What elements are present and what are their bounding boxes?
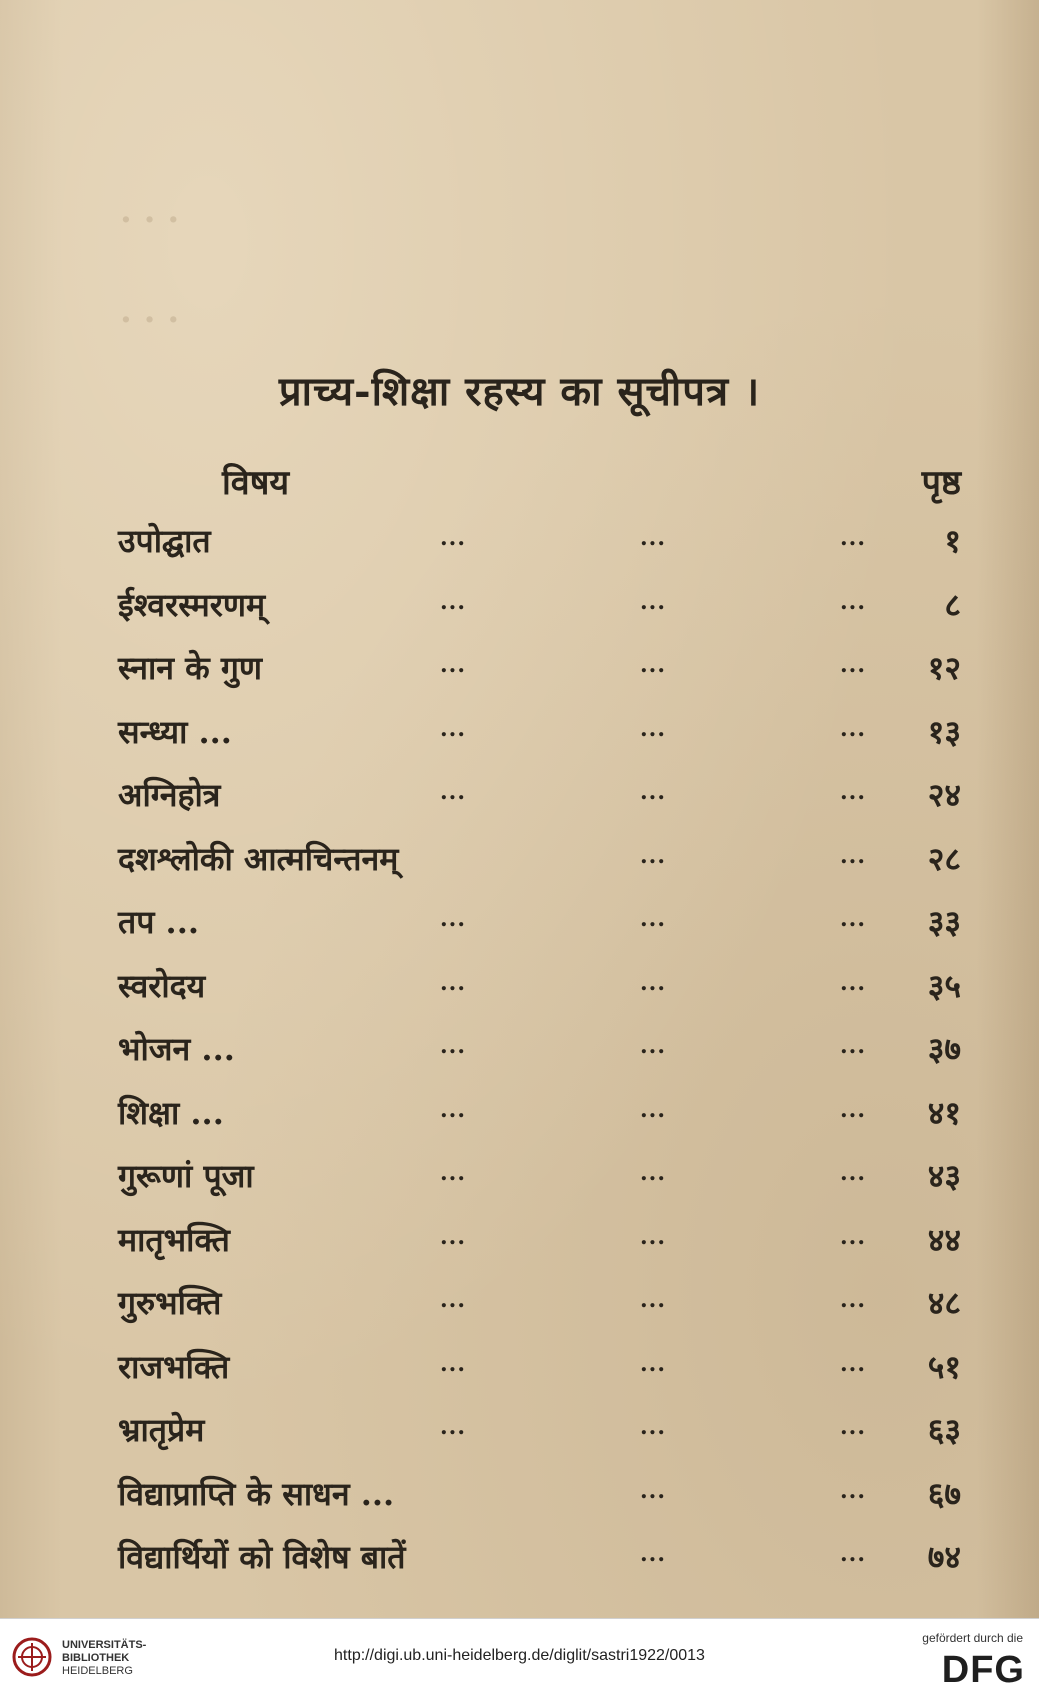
toc-entry <box>0 833 1039 897</box>
toc-subject: स्नान के गुण <box>118 649 263 687</box>
toc-subject: सन्ध्या ... <box>118 712 232 751</box>
leader-dots: ... <box>640 1096 666 1123</box>
leader-dots: ... <box>840 906 866 932</box>
viewer-footer <box>0 1618 1039 1695</box>
toc-subject: मातृभक्ति <box>118 1220 230 1259</box>
permalink-url[interactable]: http://digi.ub.uni-heidelberg.de/diglit/sastri1922/0013 <box>334 1647 705 1664</box>
toc-subject: तप ... <box>118 903 199 941</box>
toc-entry <box>0 1404 1039 1468</box>
toc-entry <box>0 1531 1039 1595</box>
leader-dots: ... <box>440 906 466 932</box>
toc-entry <box>0 642 1039 706</box>
leader-dots: ... <box>440 588 466 615</box>
leader-dots: ... <box>440 1414 466 1440</box>
toc-entry <box>0 1150 1039 1214</box>
toc-page-number: ४४ <box>927 1220 961 1259</box>
leader-dots: ... <box>640 525 666 551</box>
leader-dots: ... <box>440 1223 466 1250</box>
leader-dots: ... <box>440 1287 466 1313</box>
toc-page-number: ६३ <box>927 1411 961 1449</box>
leader-dots: ... <box>640 1477 666 1504</box>
leader-dots: ... <box>440 1096 466 1123</box>
leader-dots: ... <box>840 1160 866 1186</box>
toc-page-number: ३७ <box>927 1030 961 1068</box>
toc-subject: उपोद्घात <box>118 522 211 560</box>
toc-entry <box>0 896 1039 960</box>
toc-page-number: ३५ <box>927 966 961 1005</box>
leader-dots: ... <box>840 969 866 996</box>
institution-line: UNIVERSITÄTS- <box>62 1639 147 1651</box>
leader-dots: ... <box>640 969 666 996</box>
leader-dots: ... <box>640 715 666 742</box>
leader-dots: ... <box>640 779 666 805</box>
toc-page-number: ४१ <box>927 1093 961 1132</box>
leader-dots: ... <box>640 906 666 932</box>
leader-dots: ... <box>640 1033 666 1059</box>
toc-entry <box>0 769 1039 833</box>
leader-dots: ... <box>640 1223 666 1250</box>
leader-dots: ... <box>640 652 666 678</box>
leader-dots: ... <box>840 779 866 805</box>
page-title: प्राच्य-शिक्षा रहस्य का सूचीपत्र । <box>278 368 761 415</box>
toc-entry <box>0 1087 1039 1151</box>
toc-page-number: ४३ <box>927 1157 961 1195</box>
leader-dots: ... <box>640 1414 666 1440</box>
toc-page-number: १३ <box>927 712 961 751</box>
leader-dots: ... <box>840 1414 866 1440</box>
leader-dots: ... <box>840 1541 866 1567</box>
leader-dots: ... <box>840 652 866 678</box>
toc-entry <box>0 706 1039 770</box>
toc-page-number: १ <box>944 522 961 560</box>
leader-dots: ... <box>840 588 866 615</box>
leader-dots: ... <box>840 1223 866 1250</box>
leader-dots: ... <box>440 525 466 551</box>
toc-page-number: २८ <box>927 839 961 878</box>
leader-dots: ... <box>640 842 666 869</box>
toc-subject: अग्निहोत्र <box>118 776 221 814</box>
toc-page-number: ४८ <box>927 1284 961 1322</box>
leader-dots: ... <box>840 1477 866 1504</box>
leader-dots: ... <box>640 1287 666 1313</box>
leader-dots: ... <box>840 1350 866 1377</box>
column-header-subject: विषय <box>222 463 290 503</box>
toc-subject: भ्रातृप्रेम <box>118 1411 205 1449</box>
toc-subject: दशश्लोकी आत्मचिन्तनम् <box>118 839 399 878</box>
leader-dots: ... <box>640 588 666 615</box>
toc-subject: भोजन ... <box>118 1030 235 1068</box>
leader-dots: ... <box>640 1160 666 1186</box>
toc-page-number: ५१ <box>927 1347 961 1386</box>
toc-entry <box>0 1277 1039 1341</box>
leader-dots: ... <box>840 1096 866 1123</box>
toc-entry <box>0 515 1039 579</box>
bleed-through-text: · · · <box>120 300 180 340</box>
dfg-logo: DFG <box>941 1649 1025 1691</box>
toc-entry <box>0 1341 1039 1405</box>
leader-dots: ... <box>840 1033 866 1059</box>
toc-page-number: ६७ <box>927 1474 961 1513</box>
toc-entry <box>0 1023 1039 1087</box>
funding-note: gefördert durch die <box>922 1631 1023 1645</box>
toc-subject: विद्याप्राप्ति के साधन ... <box>118 1474 395 1513</box>
leader-dots: ... <box>640 1541 666 1567</box>
leader-dots: ... <box>440 1350 466 1377</box>
leader-dots: ... <box>440 1160 466 1186</box>
toc-page-number: २४ <box>927 776 961 814</box>
leader-dots: ... <box>440 652 466 678</box>
toc-subject: स्वरोदय <box>118 966 206 1005</box>
leader-dots: ... <box>440 1033 466 1059</box>
toc-entry <box>0 1468 1039 1532</box>
toc-entry <box>0 1214 1039 1278</box>
leader-dots: ... <box>440 969 466 996</box>
leader-dots: ... <box>840 1287 866 1313</box>
leader-dots: ... <box>640 1350 666 1377</box>
toc-subject: गुरूणां पूजा <box>118 1157 254 1195</box>
toc-subject: शिक्षा ... <box>118 1093 224 1132</box>
toc-entry <box>0 960 1039 1024</box>
leader-dots: ... <box>840 842 866 869</box>
toc-page-number: ८ <box>944 585 961 624</box>
toc-subject: विद्यार्थियों को विशेष बातें <box>118 1538 406 1576</box>
institution-line: HEIDELBERG <box>62 1665 133 1677</box>
toc-page-number: ३३ <box>927 903 961 941</box>
bleed-through-text: · · · <box>120 200 180 240</box>
toc-entry <box>0 579 1039 643</box>
leader-dots: ... <box>440 779 466 805</box>
toc-subject: गुरुभक्ति <box>118 1284 222 1322</box>
leader-dots: ... <box>840 715 866 742</box>
leader-dots: ... <box>440 715 466 742</box>
toc-subject: राजभक्ति <box>118 1347 230 1386</box>
institution-line: BIBLIOTHEK <box>62 1652 130 1664</box>
toc-subject: ईश्वरस्मरणम् <box>118 585 266 624</box>
toc-page-number: १२ <box>927 649 961 687</box>
column-header-page: पृष्ठ <box>921 463 961 503</box>
toc-page-number: ७४ <box>927 1538 961 1576</box>
table-of-contents <box>0 515 1039 1595</box>
leader-dots: ... <box>840 525 866 551</box>
